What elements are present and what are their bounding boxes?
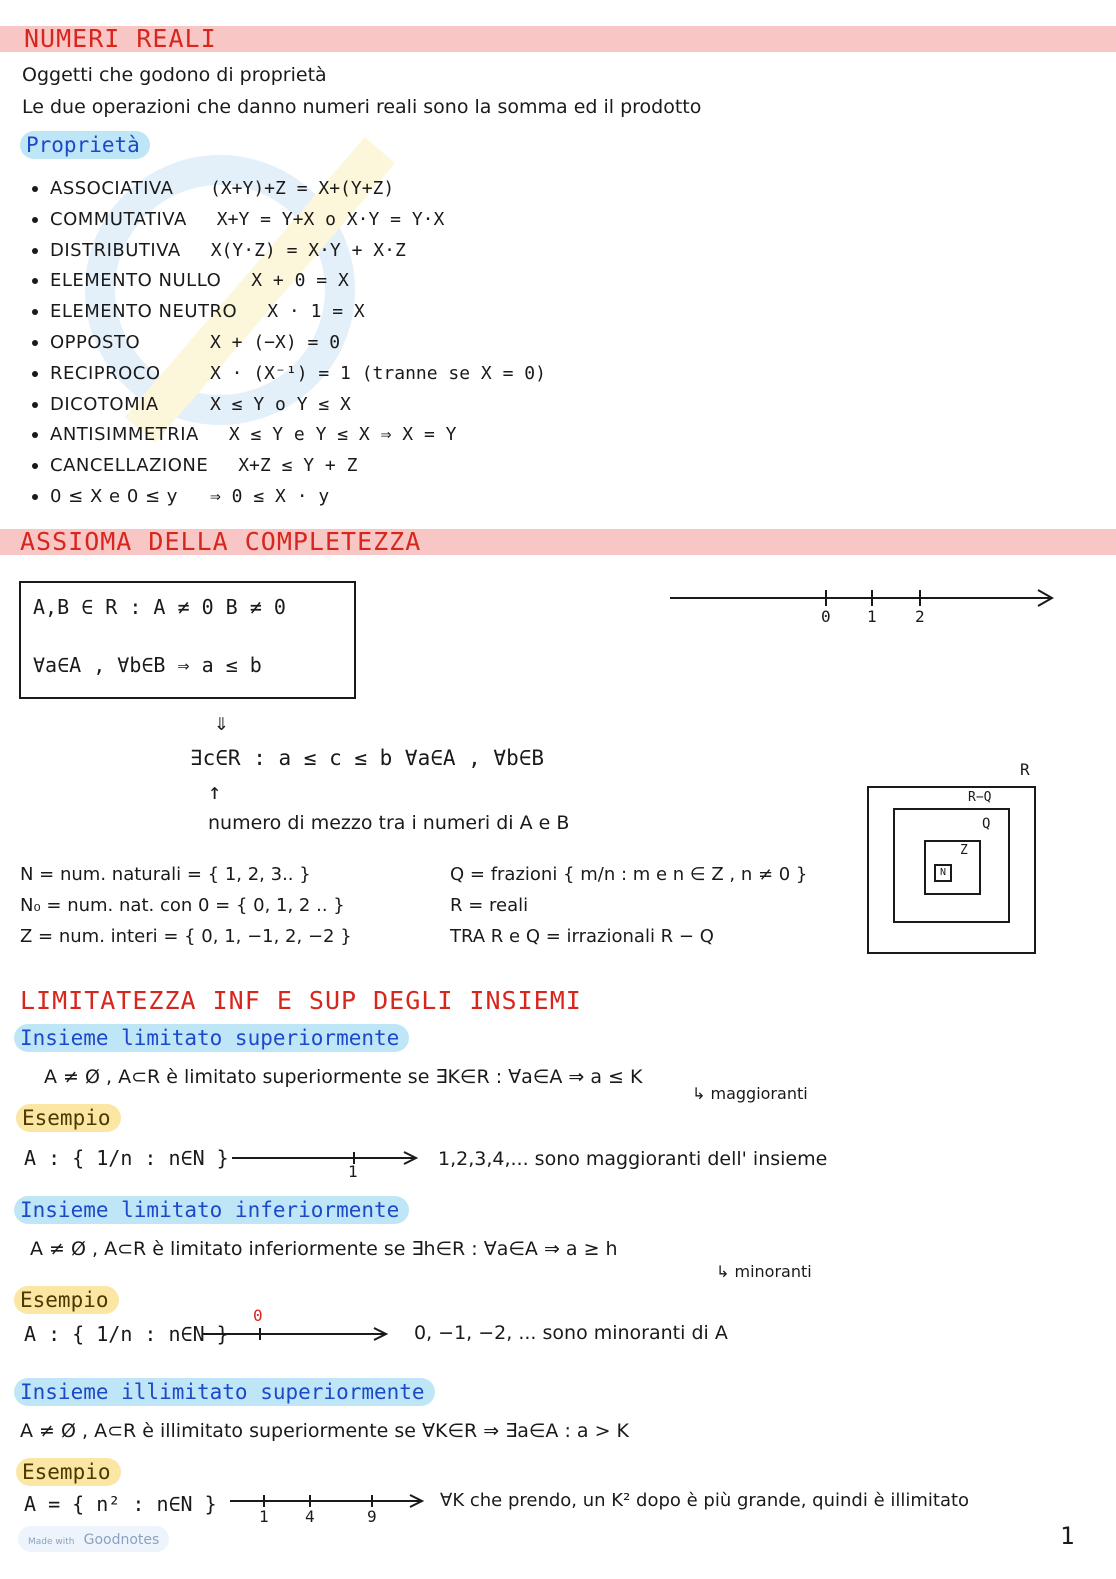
axis-tick-1: 1 [867,607,877,626]
property-row [32,332,340,362]
property-formula: X ≤ Y o Y ≤ X [210,393,351,415]
illimitato-definition: A ≠ Ø , A⊂R è illimitato superiormente se ∀K∈R ⇒ ∃a∈A : a > K [20,1420,629,1442]
label-illimitato: Insieme illimitato superiormente [14,1378,435,1406]
esempio-2-tick: 0 [253,1306,263,1325]
property-formula: ⇒ 0 ≤ X · y [210,486,330,507]
bullet-icon [32,494,38,500]
esempio-2-axis [200,1326,390,1346]
esempio-2-set: A : { 1/n : n∈N } [24,1322,229,1346]
axis-tick-0: 0 [821,607,831,626]
axiom-box-line-1: A,B ∈ R : A ≠ 0 B ≠ 0 [33,595,286,619]
property-name: CANCELLAZIONE [50,455,209,477]
esempio-3-label: Esempio [16,1458,121,1486]
goodnotes-badge [18,1526,169,1552]
axiom-box [19,581,356,699]
venn-label-q: Q [982,816,991,832]
property-row [32,424,456,454]
esempio-1-axis [230,1150,420,1170]
venn-box-z [924,840,981,895]
venn-label-z: Z [960,843,968,858]
property-name: ELEMENTO NULLO [50,270,222,292]
venn-label-r-q: R−Q [968,790,992,805]
esempio-3-tick-4: 4 [305,1507,315,1526]
bullet-icon [32,217,38,223]
property-formula: X · (X⁻¹) = 1 (tranne se X = 0) [210,362,546,384]
esempio-2-label: Esempio [14,1286,119,1314]
property-formula: X + (−X) = 0 [210,332,341,353]
bullet-icon [32,463,38,469]
bullet-icon [32,186,38,192]
venn-box-n: N [934,864,952,882]
venn-label-r: R [1020,760,1030,779]
property-formula: X ≤ Y e Y ≤ X ⇒ X = Y [228,424,457,446]
goodnotes-text: Goodnotes [83,1532,160,1548]
property-name: ANTISIMMETRIA [50,424,199,446]
label-sup: Insieme limitato superiormente [14,1024,409,1052]
esempio-3-text: ∀K che prendo, un K² dopo è più grande, quindi è illimitato [440,1490,970,1511]
property-row [32,240,406,270]
bullet-icon [32,432,38,438]
set-naturali-zero: N₀ = num. nat. con 0 = { 0, 1, 2 .. } [20,895,345,916]
intro-line-2: Le due operazioni che danno numeri reali sono la somma ed il prodotto [22,96,702,118]
section-title-numeri-reali: NUMERI REALI [24,24,217,53]
number-line-axis [668,586,1058,626]
middle-number-note: numero di mezzo tra i numeri di A e B [208,812,570,834]
property-formula: X+Y = Y+X o X·Y = Y·X [216,208,445,230]
esempio-1-tick: 1 [348,1162,358,1181]
esempio-1-label: Esempio [16,1104,121,1132]
bullet-icon [32,402,38,408]
implies-arrow: ⇓ [214,708,229,736]
axiom-box-line-2: ∀a∈A , ∀b∈B ⇒ a ≤ b [33,653,262,677]
section-title-assioma: ASSIOMA DELLA COMPLETEZZA [20,527,422,556]
property-name: DISTRIBUTIVA [50,239,181,261]
property-formula: X · 1 = X [267,301,365,323]
property-name: COMMUTATIVA [50,208,187,230]
property-formula: X(Y·Z) = X·Y + X·Z [210,239,406,261]
esempio-3-tick-1: 1 [259,1507,269,1526]
property-name: RECIPROCO [50,362,161,384]
property-row [32,209,444,239]
property-name: OPPOSTO [50,332,141,353]
property-formula: (X+Y)+Z = X+(Y+Z) [210,178,395,199]
page-number: 1 [1060,1522,1075,1550]
section-title-limitatezza: LIMITATEZZA INF E SUP DEGLI INSIEMI [20,986,582,1015]
up-arrow: ↑ [208,780,222,805]
esempio-3-tick-9: 9 [367,1507,377,1526]
esempio-3-axis [228,1493,428,1513]
set-reali: R = reali [450,895,529,916]
axis-tick-2: 2 [915,607,925,626]
property-row [32,455,357,485]
set-naturali: N = num. naturali = { 1, 2, 3.. } [20,864,311,885]
property-formula: X + 0 = X [251,270,349,292]
esempio-1-set: A : { 1/n : n∈N } [24,1146,229,1170]
property-formula: X+Z ≤ Y + Z [238,455,358,477]
property-name: ELEMENTO NEUTRO [50,301,238,323]
bullet-icon [32,340,38,346]
bullet-icon [32,309,38,315]
bullet-icon [32,371,38,377]
property-name: DICOTOMIA [50,393,159,415]
exists-statement: ∃c∈R : a ≤ c ≤ b ∀a∈A , ∀b∈B [190,746,545,770]
property-row [32,270,349,300]
property-row [32,394,351,424]
label-inf: Insieme limitato inferiormente [14,1196,409,1224]
set-irrazionali: TRA R e Q = irrazionali R − Q [450,926,714,947]
property-row [32,178,394,208]
sup-definition: A ≠ Ø , A⊂R è limitato superiormente se ∃K∈R : ∀a∈A ⇒ a ≤ K [44,1066,643,1088]
made-with-text: Made with [28,1537,75,1547]
esempio-2-text: 0, −1, −2, ... sono minoranti di A [414,1322,728,1344]
property-name: ASSOCIATIVA [50,178,174,199]
esempio-1-text: 1,2,3,4,... sono maggioranti dell' insieme [438,1148,828,1170]
esempio-3-set: A = { n² : n∈N } [24,1492,217,1516]
inf-note: ↳ minoranti [716,1262,812,1281]
proprieta-label: Proprietà [20,131,150,159]
set-frazioni: Q = frazioni { m/n : m e n ∈ Z , n ≠ 0 } [450,864,808,885]
set-interi: Z = num. interi = { 0, 1, −1, 2, −2 } [20,926,352,947]
sup-note: ↳ maggioranti [692,1084,808,1103]
bullet-icon [32,248,38,254]
property-row [32,363,546,393]
inf-definition: A ≠ Ø , A⊂R è limitato inferiormente se ∃h∈R : ∀a∈A ⇒ a ≥ h [30,1238,618,1260]
property-name: 0 ≤ X e 0 ≤ y [50,486,178,507]
intro-line-1: Oggetti che godono di proprietà [22,64,327,86]
bullet-icon [32,278,38,284]
property-row [32,486,329,516]
property-row [32,301,365,331]
